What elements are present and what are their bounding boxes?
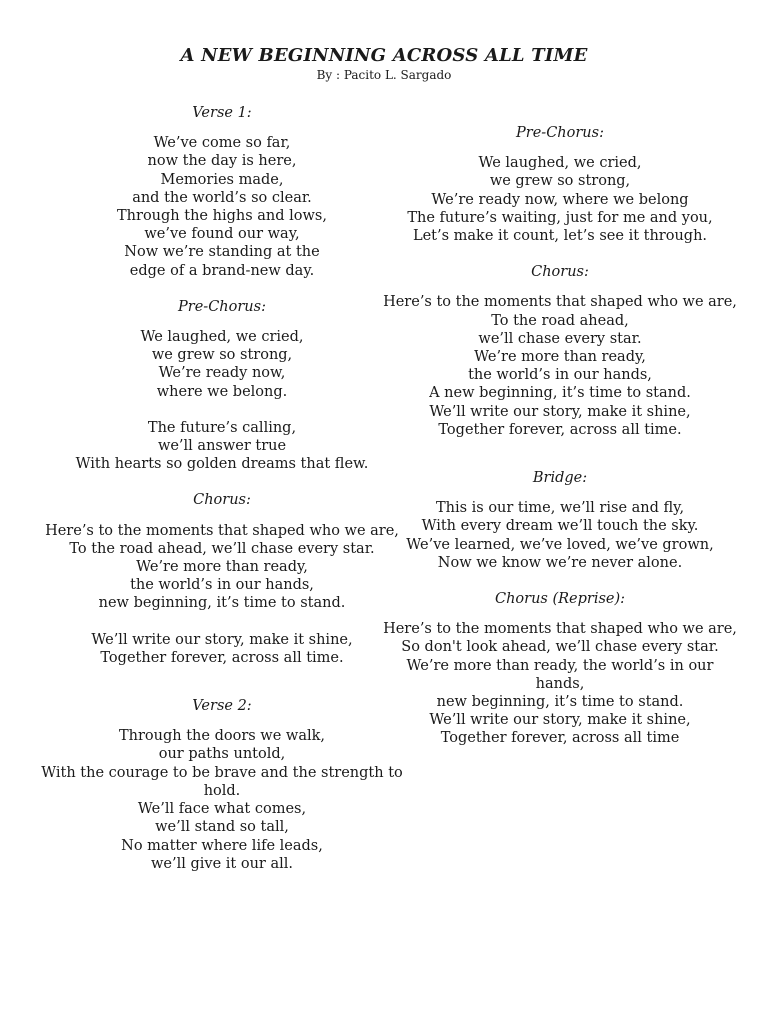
verse-1-section xyxy=(22,104,422,280)
lyric-line: So don't look ahead, we’ll chase every star. xyxy=(401,639,719,656)
document-header xyxy=(0,45,768,83)
section-label-pre-chorus: Pre-Chorus: xyxy=(178,298,266,315)
lyric-line: The future’s waiting, just for me and you, xyxy=(407,209,713,226)
lyric-line: We’ve learned, we’ve loved, we’ve grown, xyxy=(406,536,714,553)
lyric-line: With every dream we’ll touch the sky. xyxy=(421,518,699,535)
chorus-reprise-stanza xyxy=(380,620,740,747)
lyric-line: Memories made, xyxy=(160,171,284,188)
section-label-chorus: Chorus: xyxy=(531,264,589,281)
lyric-line: We’ve come so far, xyxy=(153,135,291,152)
lyric-line: We’ll write our story, make it shine, xyxy=(91,631,353,648)
chorus-reprise-section xyxy=(380,590,740,748)
section-label-chorus: Chorus: xyxy=(193,492,251,509)
chorus-stanza-2 xyxy=(22,631,422,667)
lyric-line: the world’s in our hands, xyxy=(468,367,652,384)
lyric-line: we’ll answer true xyxy=(157,438,287,455)
lyric-line: Here’s to the moments that shaped who we are, xyxy=(45,522,399,539)
right-column xyxy=(380,124,740,766)
lyric-line: edge of a brand-new day. xyxy=(129,262,315,279)
lyric-line: we’ll chase every star. xyxy=(478,330,642,347)
lyric-line: We’re more than ready, xyxy=(136,559,308,576)
lyric-line: and the world’s so clear. xyxy=(132,189,312,206)
bridge-section xyxy=(380,469,740,572)
lyric-line: We’re ready now, where we belong xyxy=(431,191,689,208)
verse-1-stanza xyxy=(22,134,422,280)
lyric-line: Together forever, across all time xyxy=(440,730,680,747)
left-column xyxy=(22,104,422,891)
lyric-line: Together forever, across all time. xyxy=(438,421,682,438)
lyric-line: Here’s to the moments that shaped who we are, xyxy=(383,294,737,311)
lyric-line: where we belong. xyxy=(156,383,288,400)
lyric-line: We’re ready now, xyxy=(158,365,286,382)
lyric-line: our paths untold, xyxy=(158,746,286,763)
section-label-bridge: Bridge: xyxy=(532,470,588,487)
right-chorus-stanza xyxy=(380,293,740,439)
lyric-line: we grew so strong, xyxy=(489,173,631,190)
section-label-verse-2: Verse 2: xyxy=(192,698,252,715)
lyric-line: Here’s to the moments that shaped who we are, xyxy=(383,621,737,638)
lyric-line: we’ll stand so tall, xyxy=(155,819,289,836)
lyric-line: The future’s calling, xyxy=(147,419,297,436)
right-chorus-section xyxy=(380,263,740,439)
lyric-line: To the road ahead, xyxy=(491,312,629,329)
right-pre-chorus-stanza xyxy=(380,154,740,245)
lyric-line: We laughed, we cried, xyxy=(478,155,642,172)
lyric-line: the world’s in our hands, xyxy=(130,577,314,594)
lyric-line: A new beginning, it’s time to stand. xyxy=(429,385,691,402)
lyric-line: We’re more than ready, the world’s in our hands, xyxy=(406,657,714,692)
section-label-chorus-reprise: Chorus (Reprise): xyxy=(494,591,626,608)
pre-chorus-section xyxy=(22,298,422,474)
bridge-stanza xyxy=(380,499,740,572)
pre-chorus-stanza-1 xyxy=(22,328,422,401)
lyric-line: Through the highs and lows, xyxy=(117,208,327,225)
lyric-line: This is our time, we’ll rise and fly, xyxy=(435,500,685,517)
lyric-line: Let’s make it count, let’s see it through. xyxy=(412,228,708,245)
lyric-line: we’ll give it our all. xyxy=(151,855,293,872)
section-label-verse-1: Verse 1: xyxy=(192,105,252,121)
lyric-line: We’re more than ready, xyxy=(474,349,646,366)
lyric-line: we’ve found our way, xyxy=(144,226,300,243)
lyric-line: We laughed, we cried, xyxy=(140,329,304,346)
verse-2-section xyxy=(22,697,422,873)
lyric-line: new beginning, it’s time to stand. xyxy=(98,595,346,612)
author-byline: By : Pacito L. Sargado xyxy=(316,68,452,82)
lyric-line: Now we’re standing at the xyxy=(124,244,320,261)
section-label-pre-chorus: Pre-Chorus: xyxy=(516,125,604,141)
lyric-line: Now we know we’re never alone. xyxy=(437,554,683,571)
song-title: A NEW BEGINNING ACROSS ALL TIME xyxy=(180,45,588,66)
lyric-line: new beginning, it’s time to stand. xyxy=(436,694,684,711)
lyric-line: We’ll write our story, make it shine, xyxy=(429,403,691,420)
lyric-line: We’ll write our story, make it shine, xyxy=(429,712,691,729)
lyric-line: With hearts so golden dreams that flew. xyxy=(75,456,369,473)
lyric-line: To the road ahead, we’ll chase every star. xyxy=(69,540,375,557)
lyric-line: With the courage to be brave and the strength to hold. xyxy=(41,764,403,799)
chorus-section xyxy=(22,491,422,667)
chorus-stanza-1 xyxy=(22,522,422,613)
lyric-line: No matter where life leads, xyxy=(121,837,323,854)
lyric-line: We’ll face what comes, xyxy=(137,801,307,818)
verse-2-stanza xyxy=(22,727,422,873)
pre-chorus-stanza-2 xyxy=(22,419,422,474)
lyric-line: Together forever, across all time. xyxy=(100,649,344,666)
lyric-line: now the day is here, xyxy=(147,153,297,170)
right-pre-chorus-section xyxy=(380,124,740,245)
lyric-line: Through the doors we walk, xyxy=(118,728,325,745)
lyric-line: we grew so strong, xyxy=(151,347,293,364)
